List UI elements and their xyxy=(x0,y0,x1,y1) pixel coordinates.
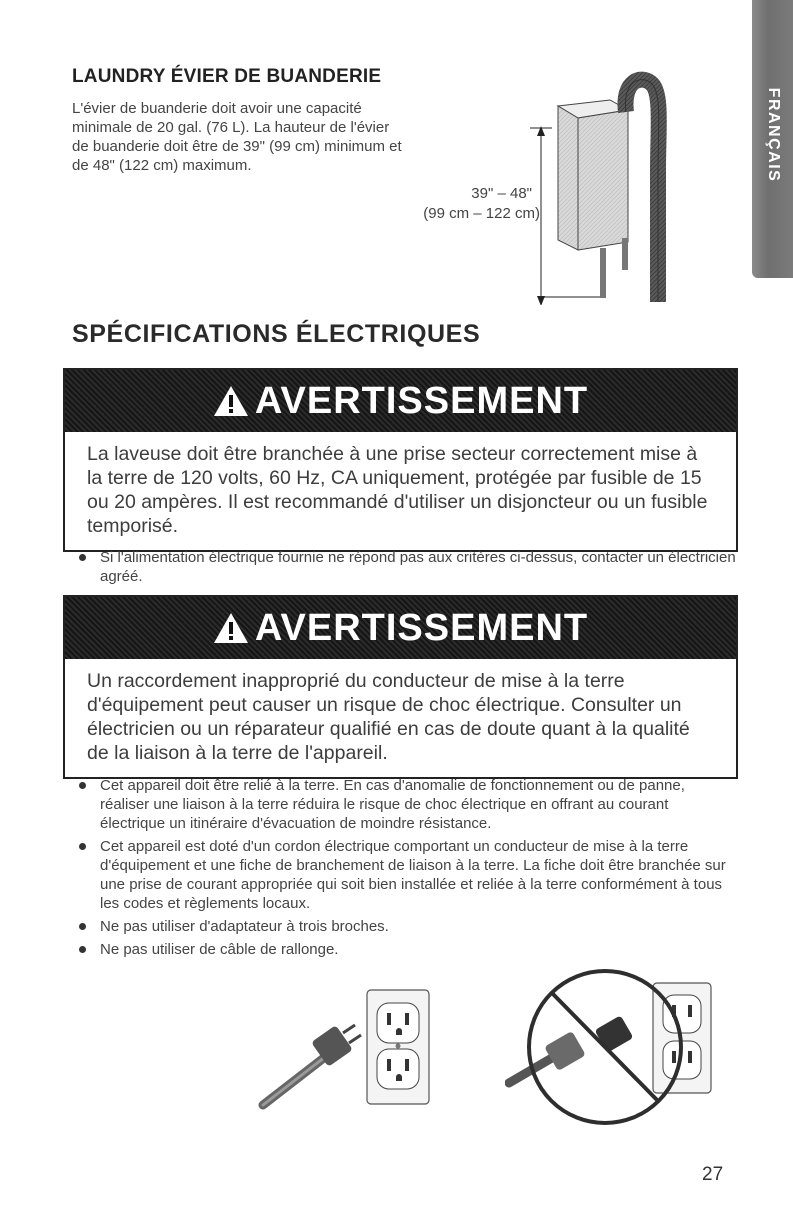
electrical-specs-title: SPÉCIFICATIONS ÉLECTRIQUES xyxy=(72,320,481,348)
warning-triangle-icon xyxy=(213,385,249,417)
warning-heading: AVERTISSEMENT xyxy=(254,379,589,422)
list-item: Ne pas utiliser d'adaptateur à trois broches. xyxy=(72,917,732,936)
list-item: Cet appareil est doté d'un cordon électrique comportant un conducteur de mise à la terre d'équipement et une fiche de branchement de liaison à la terre. La fiche doit être branchée sur une prise de courant appropriée qui soit bien installée et reliée à la terre conformément à tous les codes et règlements locaux. xyxy=(72,837,732,913)
no-adapter-illustration xyxy=(505,965,715,1130)
warning-text: Un raccordement inapproprié du conducteur de mise à la terre d'équipement peut causer un risque de choc électrique. Consulter un électricien ou un réparateur qualifié en cas de doute quant à la qualité de la liaison à la terre de l'appareil. xyxy=(87,670,690,764)
page-number: 27 xyxy=(702,1164,724,1185)
warning-header xyxy=(65,597,736,659)
bullet-electrician: Si l'alimentation électrique fournie ne répond pas aux critères ci-dessus, contacter un électricien agréé. xyxy=(72,548,740,586)
warning-header xyxy=(65,370,736,432)
dimension-inches: 39" – 48" xyxy=(471,185,532,202)
warning-text: La laveuse doit être branchée à une prise secteur correctement mise à la terre de 120 volts, 60 Hz, CA uniquement, protégée par fusible de 15 ou 20 ampères. Il est recommandé d'utiliser un disjoncteur ou un fusible temporisé. xyxy=(87,443,708,537)
grounding-bullet-list xyxy=(72,776,732,959)
dimension-cm: (99 cm – 122 cm) xyxy=(423,205,540,222)
grounded-plug-outlet-illustration xyxy=(255,985,445,1110)
list-item: Ne pas utiliser de câble de rallonge. xyxy=(72,940,732,959)
language-tab-label: FRANÇAIS xyxy=(764,87,782,183)
laundry-sink-illustration xyxy=(530,70,680,305)
language-side-tab xyxy=(752,0,793,278)
laundry-section-title: LAUNDRY ÉVIER DE BUANDERIE xyxy=(72,66,382,87)
warning-box-shock xyxy=(63,595,738,779)
warning-heading: AVERTISSEMENT xyxy=(254,606,589,649)
sink-height-dimension-label xyxy=(370,184,540,224)
list-item: Cet appareil doit être relié à la terre. En cas d'anomalie de fonctionnement ou de panne, réaliser une liaison à la terre réduira le risque de choc électrique en offrant au courant électrique un itinéraire d'évacuation de moindre résistance. xyxy=(72,776,732,833)
laundry-section-body: L'évier de buanderie doit avoir une capacité minimale de 20 gal. (76 L). La hauteur de l'évier de buanderie doit être de 39" (99 cm) minimum et de 48" (122 cm) maximum. xyxy=(72,100,402,174)
warning-box-grounding xyxy=(63,368,738,552)
warning-triangle-icon xyxy=(213,612,249,644)
